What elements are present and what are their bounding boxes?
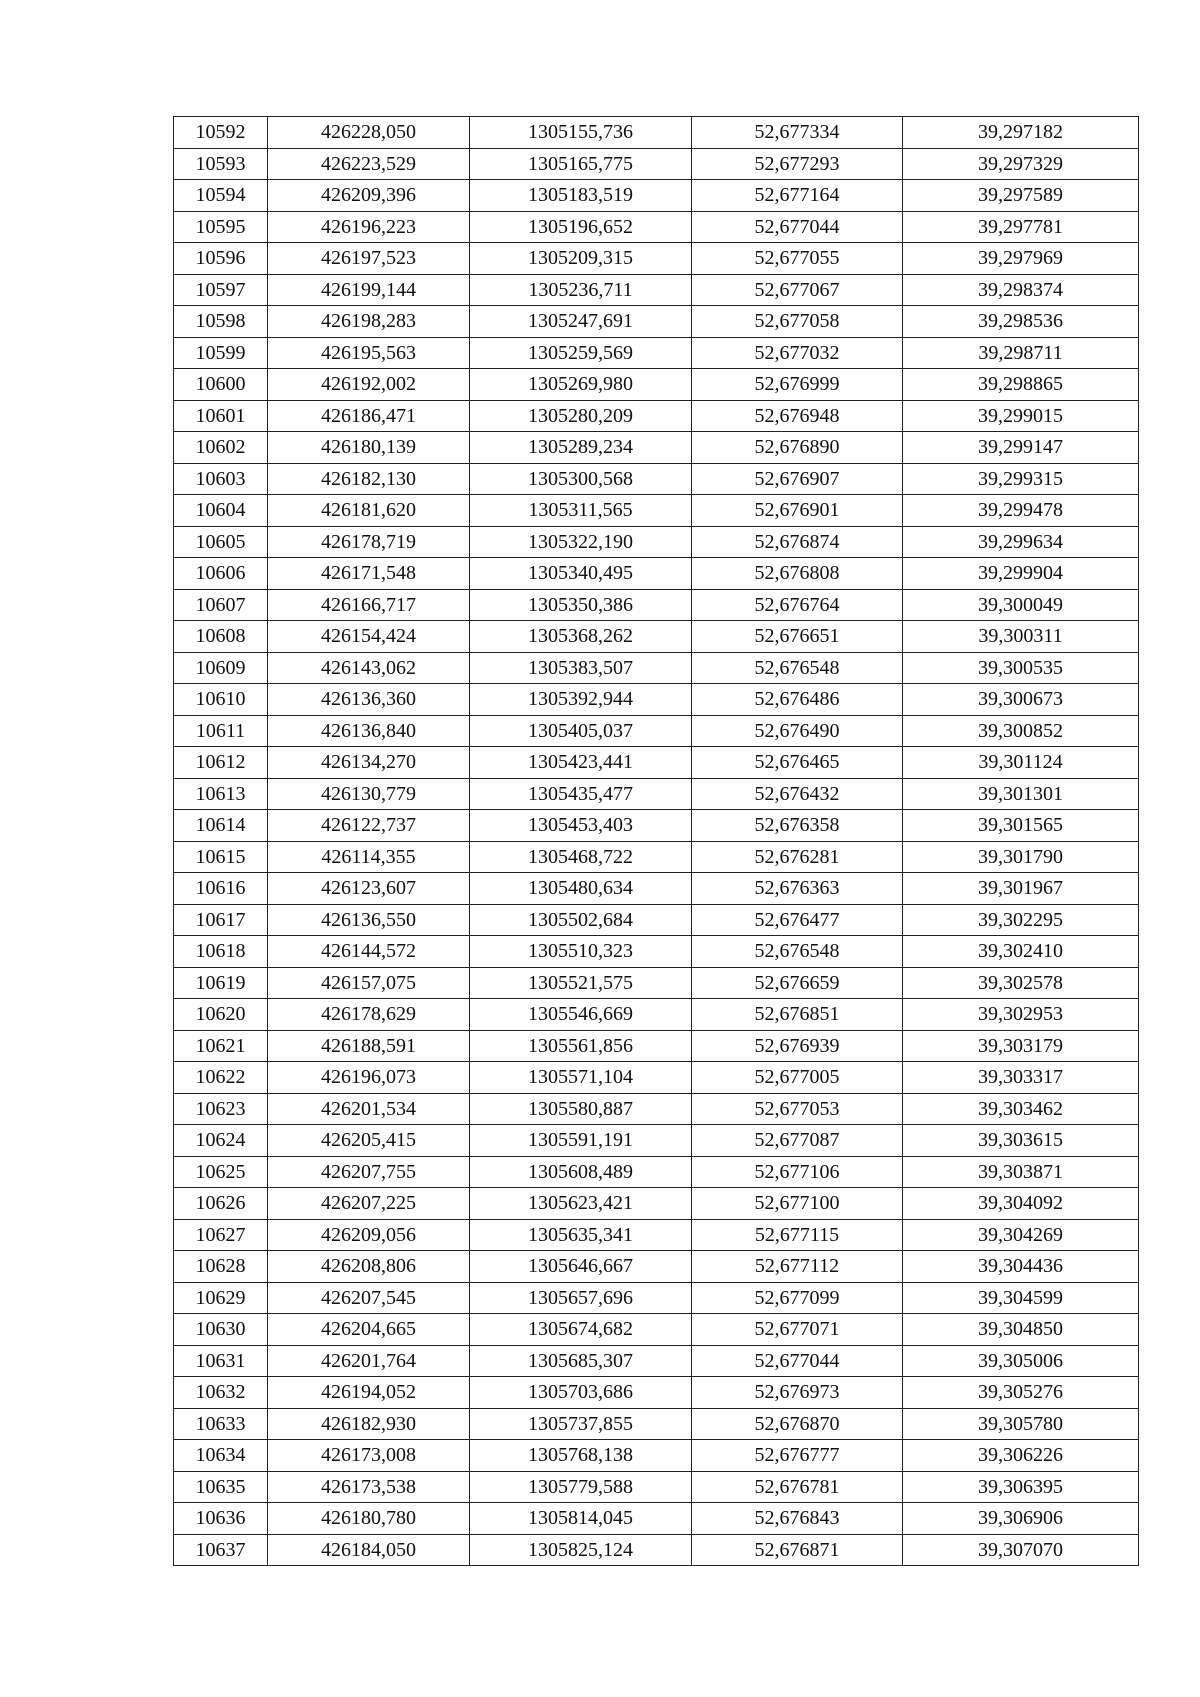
point-number-cell: 10623 — [174, 1093, 268, 1125]
longitude-cell: 39,304599 — [903, 1282, 1139, 1314]
table-row — [174, 1030, 1139, 1062]
longitude-cell: 39,298711 — [903, 337, 1139, 369]
point-number-cell: 10619 — [174, 967, 268, 999]
table-row — [174, 1471, 1139, 1503]
longitude-cell: 39,304850 — [903, 1314, 1139, 1346]
table-row — [174, 841, 1139, 873]
x-coordinate-cell: 426209,396 — [268, 180, 470, 212]
longitude-cell: 39,301301 — [903, 778, 1139, 810]
x-coordinate-cell: 426201,764 — [268, 1345, 470, 1377]
y-coordinate-cell: 1305340,495 — [470, 558, 692, 590]
longitude-cell: 39,299015 — [903, 400, 1139, 432]
point-number-cell: 10607 — [174, 589, 268, 621]
x-coordinate-cell: 426178,719 — [268, 526, 470, 558]
point-number-cell: 10601 — [174, 400, 268, 432]
point-number-cell: 10632 — [174, 1377, 268, 1409]
point-number-cell: 10599 — [174, 337, 268, 369]
latitude-cell: 52,676281 — [692, 841, 903, 873]
longitude-cell: 39,297969 — [903, 243, 1139, 275]
longitude-cell: 39,302295 — [903, 904, 1139, 936]
point-number-cell: 10617 — [174, 904, 268, 936]
latitude-cell: 52,676477 — [692, 904, 903, 936]
longitude-cell: 39,303317 — [903, 1062, 1139, 1094]
x-coordinate-cell: 426196,073 — [268, 1062, 470, 1094]
y-coordinate-cell: 1305591,191 — [470, 1125, 692, 1157]
latitude-cell: 52,676777 — [692, 1440, 903, 1472]
longitude-cell: 39,300852 — [903, 715, 1139, 747]
table-row — [174, 1534, 1139, 1566]
longitude-cell: 39,304092 — [903, 1188, 1139, 1220]
point-number-cell: 10596 — [174, 243, 268, 275]
latitude-cell: 52,676851 — [692, 999, 903, 1031]
latitude-cell: 52,677053 — [692, 1093, 903, 1125]
point-number-cell: 10602 — [174, 432, 268, 464]
table-row — [174, 463, 1139, 495]
point-number-cell: 10620 — [174, 999, 268, 1031]
table-row — [174, 180, 1139, 212]
x-coordinate-cell: 426134,270 — [268, 747, 470, 779]
latitude-cell: 52,676901 — [692, 495, 903, 527]
x-coordinate-cell: 426188,591 — [268, 1030, 470, 1062]
latitude-cell: 52,677164 — [692, 180, 903, 212]
longitude-cell: 39,300049 — [903, 589, 1139, 621]
x-coordinate-cell: 426114,355 — [268, 841, 470, 873]
longitude-cell: 39,306226 — [903, 1440, 1139, 1472]
longitude-cell: 39,300535 — [903, 652, 1139, 684]
latitude-cell: 52,676843 — [692, 1503, 903, 1535]
x-coordinate-cell: 426201,534 — [268, 1093, 470, 1125]
longitude-cell: 39,297182 — [903, 117, 1139, 149]
table-row — [174, 1345, 1139, 1377]
longitude-cell: 39,301565 — [903, 810, 1139, 842]
latitude-cell: 52,676465 — [692, 747, 903, 779]
y-coordinate-cell: 1305259,569 — [470, 337, 692, 369]
latitude-cell: 52,677100 — [692, 1188, 903, 1220]
table-row — [174, 936, 1139, 968]
latitude-cell: 52,677087 — [692, 1125, 903, 1157]
table-row — [174, 558, 1139, 590]
point-number-cell: 10633 — [174, 1408, 268, 1440]
latitude-cell: 52,676781 — [692, 1471, 903, 1503]
y-coordinate-cell: 1305768,138 — [470, 1440, 692, 1472]
table-row — [174, 1282, 1139, 1314]
x-coordinate-cell: 426192,002 — [268, 369, 470, 401]
y-coordinate-cell: 1305183,519 — [470, 180, 692, 212]
y-coordinate-cell: 1305657,696 — [470, 1282, 692, 1314]
point-number-cell: 10608 — [174, 621, 268, 653]
latitude-cell: 52,676358 — [692, 810, 903, 842]
longitude-cell: 39,307070 — [903, 1534, 1139, 1566]
y-coordinate-cell: 1305502,684 — [470, 904, 692, 936]
x-coordinate-cell: 426182,930 — [268, 1408, 470, 1440]
x-coordinate-cell: 426182,130 — [268, 463, 470, 495]
longitude-cell: 39,300311 — [903, 621, 1139, 653]
latitude-cell: 52,677058 — [692, 306, 903, 338]
table-row — [174, 684, 1139, 716]
longitude-cell: 39,300673 — [903, 684, 1139, 716]
x-coordinate-cell: 426207,225 — [268, 1188, 470, 1220]
point-number-cell: 10622 — [174, 1062, 268, 1094]
longitude-cell: 39,297589 — [903, 180, 1139, 212]
y-coordinate-cell: 1305383,507 — [470, 652, 692, 684]
longitude-cell: 39,299634 — [903, 526, 1139, 558]
y-coordinate-cell: 1305423,441 — [470, 747, 692, 779]
coordinates-table — [173, 116, 1139, 1566]
x-coordinate-cell: 426198,283 — [268, 306, 470, 338]
y-coordinate-cell: 1305247,691 — [470, 306, 692, 338]
y-coordinate-cell: 1305814,045 — [470, 1503, 692, 1535]
point-number-cell: 10621 — [174, 1030, 268, 1062]
point-number-cell: 10600 — [174, 369, 268, 401]
point-number-cell: 10616 — [174, 873, 268, 905]
x-coordinate-cell: 426130,779 — [268, 778, 470, 810]
latitude-cell: 52,676651 — [692, 621, 903, 653]
table-row — [174, 810, 1139, 842]
table-row — [174, 589, 1139, 621]
point-number-cell: 10635 — [174, 1471, 268, 1503]
latitude-cell: 52,676871 — [692, 1534, 903, 1566]
point-number-cell: 10603 — [174, 463, 268, 495]
point-number-cell: 10609 — [174, 652, 268, 684]
y-coordinate-cell: 1305236,711 — [470, 274, 692, 306]
table-row — [174, 1156, 1139, 1188]
y-coordinate-cell: 1305392,944 — [470, 684, 692, 716]
longitude-cell: 39,303462 — [903, 1093, 1139, 1125]
latitude-cell: 52,677071 — [692, 1314, 903, 1346]
x-coordinate-cell: 426143,062 — [268, 652, 470, 684]
longitude-cell: 39,304269 — [903, 1219, 1139, 1251]
longitude-cell: 39,298536 — [903, 306, 1139, 338]
longitude-cell: 39,298374 — [903, 274, 1139, 306]
y-coordinate-cell: 1305635,341 — [470, 1219, 692, 1251]
x-coordinate-cell: 426166,717 — [268, 589, 470, 621]
x-coordinate-cell: 426197,523 — [268, 243, 470, 275]
y-coordinate-cell: 1305646,667 — [470, 1251, 692, 1283]
x-coordinate-cell: 426199,144 — [268, 274, 470, 306]
x-coordinate-cell: 426144,572 — [268, 936, 470, 968]
x-coordinate-cell: 426209,056 — [268, 1219, 470, 1251]
x-coordinate-cell: 426123,607 — [268, 873, 470, 905]
point-number-cell: 10625 — [174, 1156, 268, 1188]
table-row — [174, 1219, 1139, 1251]
table-row — [174, 274, 1139, 306]
x-coordinate-cell: 426171,548 — [268, 558, 470, 590]
latitude-cell: 52,676432 — [692, 778, 903, 810]
table-row — [174, 715, 1139, 747]
table-row — [174, 243, 1139, 275]
latitude-cell: 52,677005 — [692, 1062, 903, 1094]
y-coordinate-cell: 1305165,775 — [470, 148, 692, 180]
latitude-cell: 52,676890 — [692, 432, 903, 464]
x-coordinate-cell: 426136,360 — [268, 684, 470, 716]
latitude-cell: 52,677112 — [692, 1251, 903, 1283]
latitude-cell: 52,676548 — [692, 652, 903, 684]
y-coordinate-cell: 1305510,323 — [470, 936, 692, 968]
point-number-cell: 10604 — [174, 495, 268, 527]
y-coordinate-cell: 1305737,855 — [470, 1408, 692, 1440]
table-row — [174, 337, 1139, 369]
latitude-cell: 52,676808 — [692, 558, 903, 590]
point-number-cell: 10626 — [174, 1188, 268, 1220]
latitude-cell: 52,676999 — [692, 369, 903, 401]
x-coordinate-cell: 426136,840 — [268, 715, 470, 747]
x-coordinate-cell: 426196,223 — [268, 211, 470, 243]
coordinates-table-body — [174, 117, 1139, 1566]
latitude-cell: 52,677106 — [692, 1156, 903, 1188]
latitude-cell: 52,677067 — [692, 274, 903, 306]
latitude-cell: 52,676486 — [692, 684, 903, 716]
table-row — [174, 1125, 1139, 1157]
point-number-cell: 10605 — [174, 526, 268, 558]
latitude-cell: 52,676973 — [692, 1377, 903, 1409]
table-row — [174, 369, 1139, 401]
latitude-cell: 52,676939 — [692, 1030, 903, 1062]
point-number-cell: 10598 — [174, 306, 268, 338]
x-coordinate-cell: 426194,052 — [268, 1377, 470, 1409]
latitude-cell: 52,676490 — [692, 715, 903, 747]
x-coordinate-cell: 426184,050 — [268, 1534, 470, 1566]
point-number-cell: 10597 — [174, 274, 268, 306]
table-row — [174, 1314, 1139, 1346]
latitude-cell: 52,676948 — [692, 400, 903, 432]
y-coordinate-cell: 1305322,190 — [470, 526, 692, 558]
y-coordinate-cell: 1305608,489 — [470, 1156, 692, 1188]
longitude-cell: 39,297329 — [903, 148, 1139, 180]
longitude-cell: 39,301790 — [903, 841, 1139, 873]
x-coordinate-cell: 426122,737 — [268, 810, 470, 842]
table-row — [174, 999, 1139, 1031]
table-row — [174, 117, 1139, 149]
point-number-cell: 10611 — [174, 715, 268, 747]
point-number-cell: 10615 — [174, 841, 268, 873]
x-coordinate-cell: 426195,563 — [268, 337, 470, 369]
latitude-cell: 52,676870 — [692, 1408, 903, 1440]
point-number-cell: 10614 — [174, 810, 268, 842]
table-row — [174, 1377, 1139, 1409]
table-row — [174, 1093, 1139, 1125]
longitude-cell: 39,305276 — [903, 1377, 1139, 1409]
y-coordinate-cell: 1305155,736 — [470, 117, 692, 149]
table-row — [174, 400, 1139, 432]
table-row — [174, 1188, 1139, 1220]
point-number-cell: 10624 — [174, 1125, 268, 1157]
y-coordinate-cell: 1305269,980 — [470, 369, 692, 401]
y-coordinate-cell: 1305468,722 — [470, 841, 692, 873]
longitude-cell: 39,301124 — [903, 747, 1139, 779]
table-row — [174, 495, 1139, 527]
latitude-cell: 52,677293 — [692, 148, 903, 180]
latitude-cell: 52,676764 — [692, 589, 903, 621]
point-number-cell: 10634 — [174, 1440, 268, 1472]
y-coordinate-cell: 1305825,124 — [470, 1534, 692, 1566]
x-coordinate-cell: 426136,550 — [268, 904, 470, 936]
table-row — [174, 432, 1139, 464]
point-number-cell: 10593 — [174, 148, 268, 180]
longitude-cell: 39,298865 — [903, 369, 1139, 401]
x-coordinate-cell: 426186,471 — [268, 400, 470, 432]
latitude-cell: 52,677115 — [692, 1219, 903, 1251]
latitude-cell: 52,677055 — [692, 243, 903, 275]
y-coordinate-cell: 1305480,634 — [470, 873, 692, 905]
latitude-cell: 52,677032 — [692, 337, 903, 369]
table-row — [174, 1408, 1139, 1440]
longitude-cell: 39,299478 — [903, 495, 1139, 527]
point-number-cell: 10627 — [174, 1219, 268, 1251]
latitude-cell: 52,677334 — [692, 117, 903, 149]
table-row — [174, 1503, 1139, 1535]
longitude-cell: 39,303615 — [903, 1125, 1139, 1157]
y-coordinate-cell: 1305311,565 — [470, 495, 692, 527]
point-number-cell: 10595 — [174, 211, 268, 243]
y-coordinate-cell: 1305580,887 — [470, 1093, 692, 1125]
x-coordinate-cell: 426178,629 — [268, 999, 470, 1031]
x-coordinate-cell: 426223,529 — [268, 148, 470, 180]
y-coordinate-cell: 1305209,315 — [470, 243, 692, 275]
longitude-cell: 39,306395 — [903, 1471, 1139, 1503]
x-coordinate-cell: 426208,806 — [268, 1251, 470, 1283]
latitude-cell: 52,676363 — [692, 873, 903, 905]
point-number-cell: 10631 — [174, 1345, 268, 1377]
table-row — [174, 652, 1139, 684]
x-coordinate-cell: 426205,415 — [268, 1125, 470, 1157]
point-number-cell: 10592 — [174, 117, 268, 149]
y-coordinate-cell: 1305196,652 — [470, 211, 692, 243]
y-coordinate-cell: 1305546,669 — [470, 999, 692, 1031]
point-number-cell: 10613 — [174, 778, 268, 810]
table-row — [174, 306, 1139, 338]
x-coordinate-cell: 426207,755 — [268, 1156, 470, 1188]
longitude-cell: 39,301967 — [903, 873, 1139, 905]
longitude-cell: 39,302410 — [903, 936, 1139, 968]
point-number-cell: 10618 — [174, 936, 268, 968]
y-coordinate-cell: 1305350,386 — [470, 589, 692, 621]
y-coordinate-cell: 1305453,403 — [470, 810, 692, 842]
longitude-cell: 39,303179 — [903, 1030, 1139, 1062]
y-coordinate-cell: 1305623,421 — [470, 1188, 692, 1220]
y-coordinate-cell: 1305405,037 — [470, 715, 692, 747]
y-coordinate-cell: 1305368,262 — [470, 621, 692, 653]
x-coordinate-cell: 426180,139 — [268, 432, 470, 464]
table-row — [174, 1251, 1139, 1283]
y-coordinate-cell: 1305561,856 — [470, 1030, 692, 1062]
latitude-cell: 52,676907 — [692, 463, 903, 495]
table-row — [174, 211, 1139, 243]
y-coordinate-cell: 1305289,234 — [470, 432, 692, 464]
point-number-cell: 10628 — [174, 1251, 268, 1283]
table-row — [174, 747, 1139, 779]
table-row — [174, 967, 1139, 999]
longitude-cell: 39,299904 — [903, 558, 1139, 590]
longitude-cell: 39,303871 — [903, 1156, 1139, 1188]
table-row — [174, 1440, 1139, 1472]
table-row — [174, 621, 1139, 653]
table-row — [174, 1062, 1139, 1094]
longitude-cell: 39,306906 — [903, 1503, 1139, 1535]
longitude-cell: 39,299147 — [903, 432, 1139, 464]
longitude-cell: 39,297781 — [903, 211, 1139, 243]
y-coordinate-cell: 1305779,588 — [470, 1471, 692, 1503]
x-coordinate-cell: 426180,780 — [268, 1503, 470, 1535]
x-coordinate-cell: 426207,545 — [268, 1282, 470, 1314]
y-coordinate-cell: 1305435,477 — [470, 778, 692, 810]
longitude-cell: 39,305780 — [903, 1408, 1139, 1440]
latitude-cell: 52,676659 — [692, 967, 903, 999]
y-coordinate-cell: 1305521,575 — [470, 967, 692, 999]
point-number-cell: 10629 — [174, 1282, 268, 1314]
point-number-cell: 10630 — [174, 1314, 268, 1346]
table-row — [174, 526, 1139, 558]
table-row — [174, 904, 1139, 936]
point-number-cell: 10636 — [174, 1503, 268, 1535]
x-coordinate-cell: 426154,424 — [268, 621, 470, 653]
longitude-cell: 39,302578 — [903, 967, 1139, 999]
point-number-cell: 10594 — [174, 180, 268, 212]
y-coordinate-cell: 1305571,104 — [470, 1062, 692, 1094]
latitude-cell: 52,677099 — [692, 1282, 903, 1314]
latitude-cell: 52,676548 — [692, 936, 903, 968]
table-row — [174, 873, 1139, 905]
longitude-cell: 39,299315 — [903, 463, 1139, 495]
table-row — [174, 778, 1139, 810]
longitude-cell: 39,305006 — [903, 1345, 1139, 1377]
y-coordinate-cell: 1305703,686 — [470, 1377, 692, 1409]
longitude-cell: 39,302953 — [903, 999, 1139, 1031]
x-coordinate-cell: 426173,538 — [268, 1471, 470, 1503]
point-number-cell: 10637 — [174, 1534, 268, 1566]
table-row — [174, 148, 1139, 180]
y-coordinate-cell: 1305300,568 — [470, 463, 692, 495]
x-coordinate-cell: 426181,620 — [268, 495, 470, 527]
x-coordinate-cell: 426204,665 — [268, 1314, 470, 1346]
point-number-cell: 10612 — [174, 747, 268, 779]
x-coordinate-cell: 426157,075 — [268, 967, 470, 999]
longitude-cell: 39,304436 — [903, 1251, 1139, 1283]
x-coordinate-cell: 426228,050 — [268, 117, 470, 149]
x-coordinate-cell: 426173,008 — [268, 1440, 470, 1472]
y-coordinate-cell: 1305674,682 — [470, 1314, 692, 1346]
latitude-cell: 52,677044 — [692, 1345, 903, 1377]
latitude-cell: 52,676874 — [692, 526, 903, 558]
latitude-cell: 52,677044 — [692, 211, 903, 243]
point-number-cell: 10606 — [174, 558, 268, 590]
y-coordinate-cell: 1305280,209 — [470, 400, 692, 432]
point-number-cell: 10610 — [174, 684, 268, 716]
y-coordinate-cell: 1305685,307 — [470, 1345, 692, 1377]
